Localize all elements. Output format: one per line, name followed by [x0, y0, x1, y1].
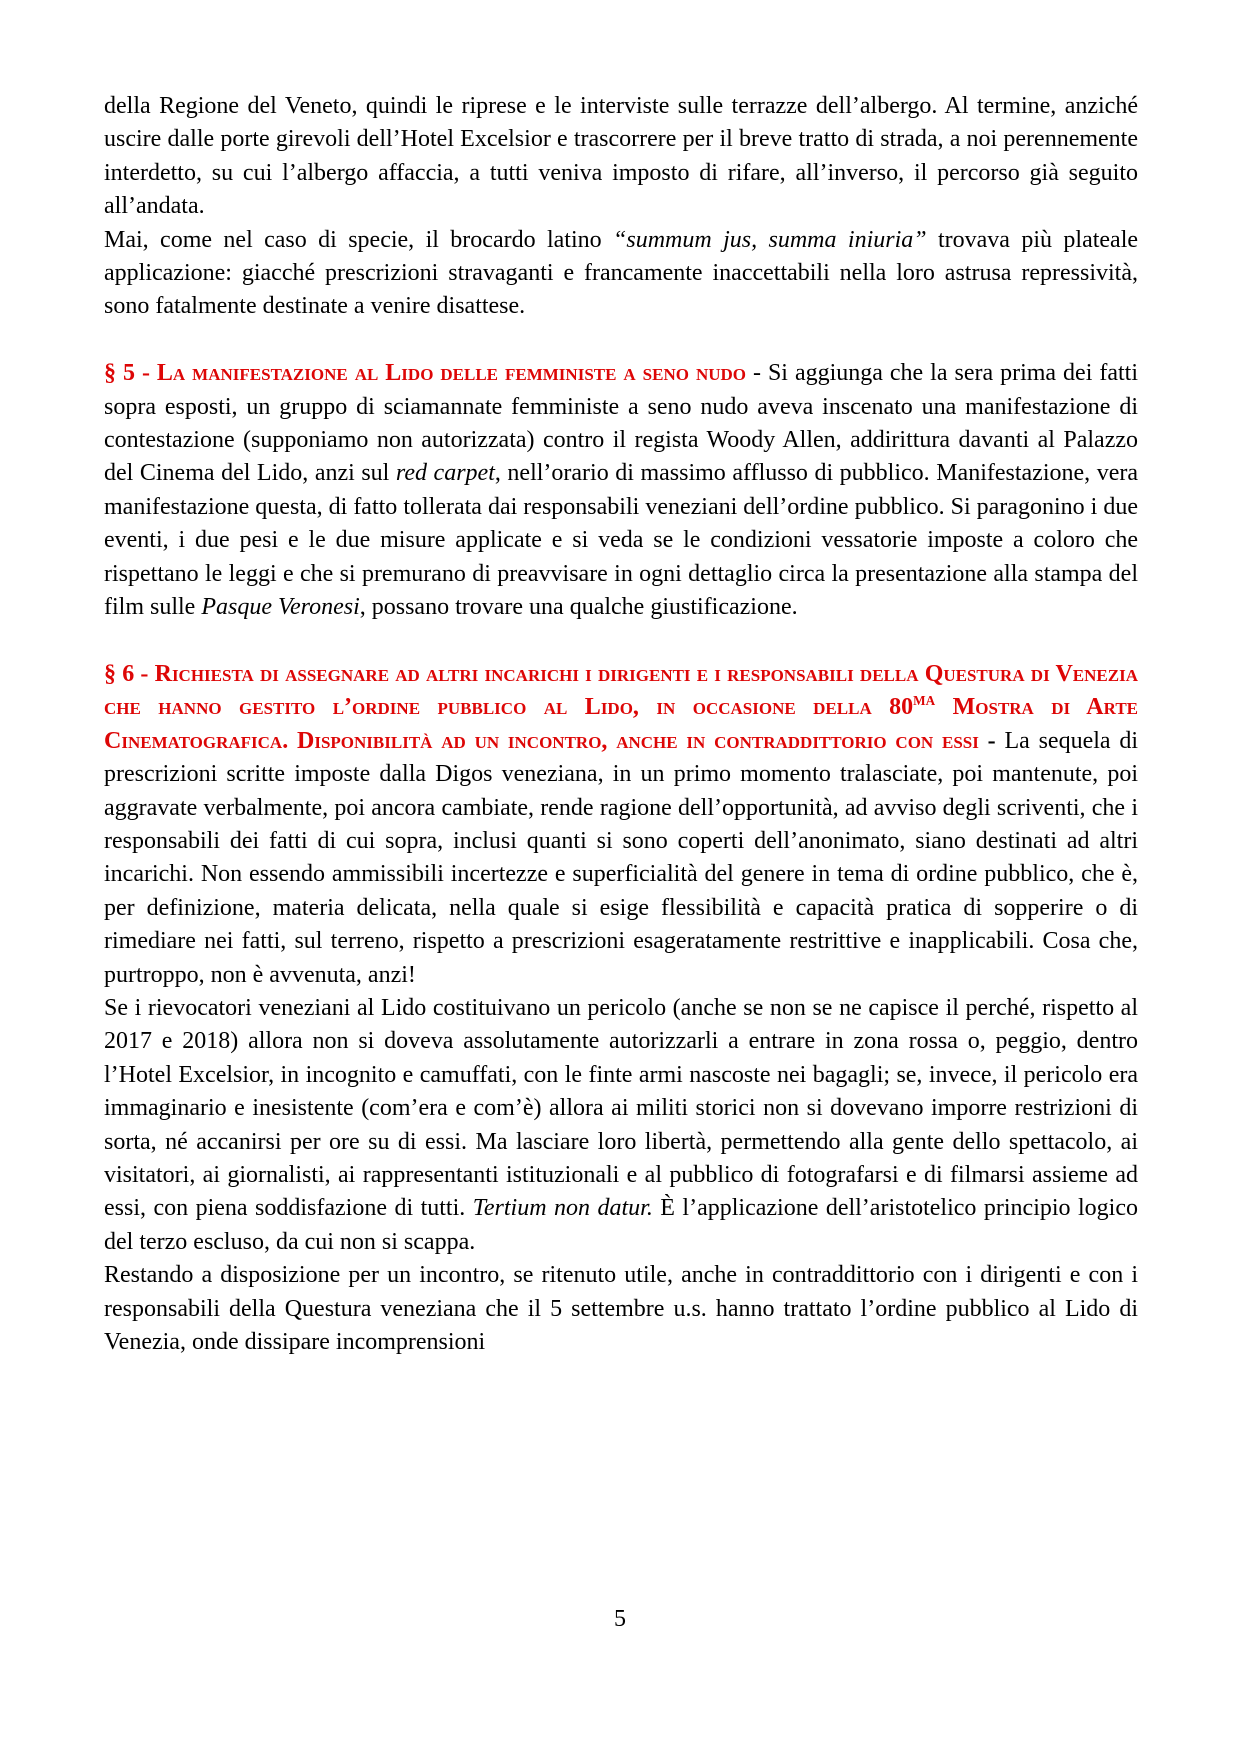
- italic-phrase: Pasque Veronesi: [201, 594, 360, 621]
- text-segment: Restando a disposizione per un incontro, se ritenuto utile, anche in contraddittorio con i dirigenti e con i responsabili della Questura veneziana che il 5 settembre u.s. hanno trattato l’ordine pubblico al Lido di Venezia, onde dissipare incomprensioni: [104, 1262, 1138, 1355]
- section-5-heading: § 5 - La manifestazione al Lido delle femministe a seno nudo: [104, 360, 747, 387]
- page-body: [104, 90, 1138, 1359]
- section-6-heading: § 6 - Richiesta di assegnare ad altri incarichi i dirigenti e i responsabili della Questura di Venezia che hanno gestito l’ordine pubblico al Lido, in occasione della 80: [104, 660, 1138, 721]
- paragraph: [104, 224, 1138, 324]
- text-segment: La sequela di prescrizioni scritte imposte dalla Digos veneziana, in un primo momento tralasciate, poi mantenute, poi aggravate verbalmente, poi ancora cambiate, rende ragione dell’opportunità, ad avviso degli scriventi, che i responsabili dei fatti di cui sopra, inclusi quanti si sono coperti dell’anonimato, siano destinati ad altri incarichi. Non essendo ammissibili incertezze e superficialità del genere in tema di ordine pubblico, che è, per definizione, materia delicata, nella quale si esige flessibilità e capacità pratica di sopperire o di rimediare nei fatti, sul terreno, rispetto a prescrizioni esageratamente restrittive e inapplicabili. Cosa che, purtroppo, non è avvenuta, anzi!: [104, 727, 1139, 988]
- text-segment: , possano trovare una qualche giustificazione.: [359, 594, 798, 621]
- section-6-heading-continued: Mostra di Arte Cinematografica. Disponibilità ad un incontro, anche in contraddittorio con essi: [104, 694, 1138, 754]
- heading-dash: -: [978, 727, 1005, 754]
- text-segment: È l’applicazione dell’aristotelico principio logico del terzo escluso, da cui non si scappa.: [104, 1195, 1138, 1255]
- italic-phrase: red carpet: [395, 460, 495, 487]
- text-segment: trovava più plateale applicazione: giacché prescrizioni stravaganti e francamente inaccettabili nella loro astrusa repressività, sono fatalmente destinate a venire disattese.: [104, 226, 1139, 320]
- paragraph: [104, 1259, 1138, 1359]
- latin-quote: “summum jus, summa iniuria”: [613, 226, 927, 253]
- text-segment: Se i rievocatori veneziani al Lido costituivano un pericolo (anche se non se ne capisce il perché, rispetto al 2017 e 2018) allora non si doveva assolutamente autorizzarli a entrare in zona rossa o, peggio, dentro l’Hotel Excelsior, in incognito e camuffati, con le finte armi nascoste nei bagagli; se, invece, il pericolo era immaginario e inesistente (com’era e com’è) allora ai militi storici non si dovevano imporre restrizioni di sorta, né accanirsi per ore su di essi. Ma lasciare loro libertà, permettendo alla gente dello spettacolo, ai visitatori, ai giornalisti, ai rappresentanti istituzionali e al pubblico di fotografarsi e di filmarsi assieme ad essi, con piena soddisfazione di tutti.: [104, 994, 1138, 1222]
- paragraph: [104, 90, 1138, 224]
- page-number: 5: [614, 1606, 626, 1632]
- text-segment: Mai, come nel caso di specie, il brocardo latino: [104, 226, 614, 253]
- text-segment: , nell’orario di massimo afflusso di pubblico. Manifestazione, vera manifestazione questa, di fatto tollerata dai responsabili veneziani dell’ordine pubblico. Si paragonino i due eventi, i due pesi e le due misure applicate e si veda se le condizioni vessatorie imposte a coloro che rispettano le leggi e che si premurano di preavvisare in ogni dettaglio circa la presentazione alla stampa del film sulle: [104, 460, 1138, 621]
- text-segment: della Regione del Veneto, quindi le riprese e le interviste sulle terrazze dell’albergo. Al termine, anziché uscire dalle porte girevoli dell’Hotel Excelsior e trascorrere per il breve tratto di strada, a noi perennemente interdetto, su cui l’albergo affaccia, a tutti veniva imposto di rifare, all’inverso, il percorso già seguito all’andata.: [104, 93, 1138, 220]
- text-segment: - Si aggiunga che la sera prima dei fatti sopra esposti, un gruppo di sciamannate femministe a seno nudo aveva inscenato una manifestazione di contestazione (supponiamo non autorizzata) contro il regista Woody Allen, addirittura davanti al Palazzo del Cinema del Lido, anzi sul: [104, 360, 1138, 487]
- paragraph-section-5: [104, 357, 1138, 624]
- latin-phrase: Tertium non datur.: [472, 1195, 653, 1222]
- paragraph: [104, 992, 1138, 1259]
- ordinal-superscript: MA: [913, 693, 936, 709]
- paragraph-section-6: [104, 658, 1138, 992]
